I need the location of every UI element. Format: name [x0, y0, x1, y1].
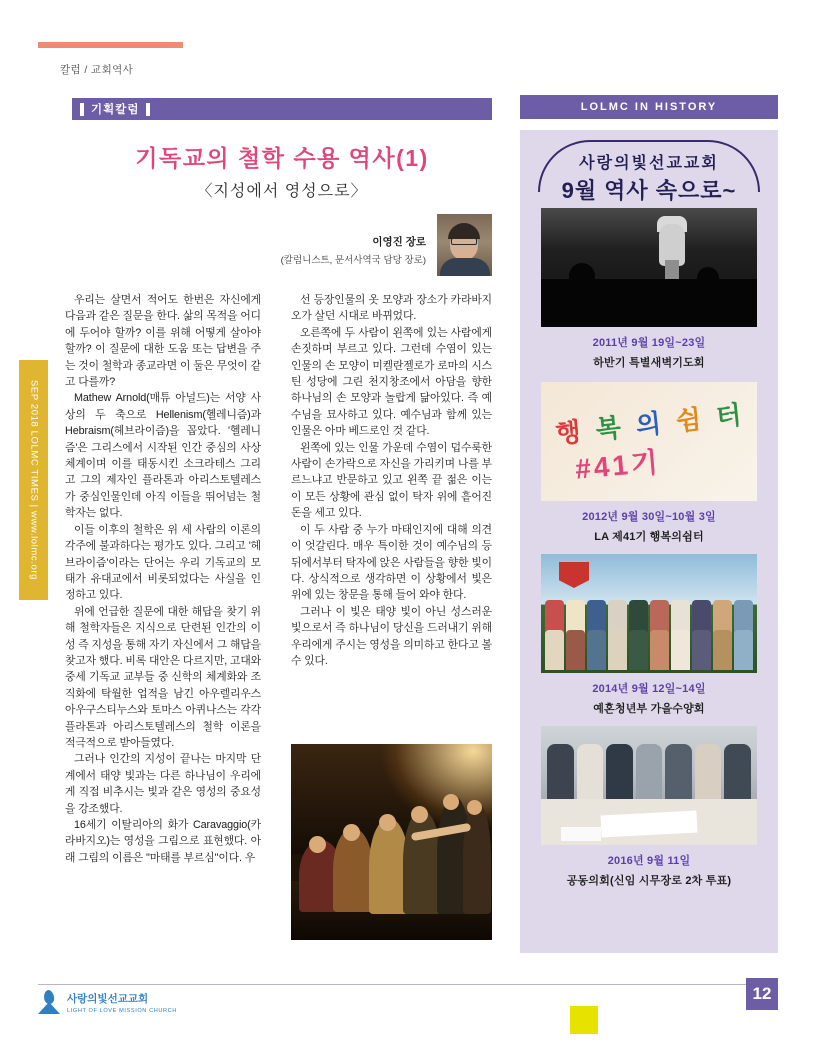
- person: [566, 630, 585, 670]
- portrait-glasses: [451, 238, 477, 245]
- group-photo-back-row: [541, 600, 757, 634]
- painting-head: [309, 836, 326, 853]
- spine-label: SEP 2018 LOLMC TIMES | www.lolmc.org: [28, 379, 39, 581]
- author-role: (칼럼니스트, 문서사역국 담당 장로): [280, 255, 426, 266]
- poster-char: 의: [634, 407, 667, 441]
- person: [577, 744, 604, 802]
- person: [671, 600, 690, 634]
- paragraph: 선 등장인물의 옷 모양과 장소가 카라바지오가 살던 시대로 바뀌었다.: [291, 294, 492, 323]
- paragraph: 그러나 인간의 지성이 끝나는 마지막 단계에서 태양 빛과는 다른 하나님이 우리에게 직접 비추시는 빛과 같은 영성의 중요성을 강조했다.: [65, 753, 261, 815]
- event-date: 2014년 9월 12일~14일: [592, 683, 706, 695]
- event-date: 2016년 9월 11일: [607, 855, 691, 867]
- congregation-silhouette: [541, 279, 757, 327]
- paragraph: 위에 언급한 질문에 대한 해답을 찾기 위해 철학자들은 지식으로 단련된 인간의 이성 즉 지성을 통해 자기 자신에서 그 해답을 찾고자 했다. 비록 대안은 다르지만, 고대와 중세 기독교 교부들 중 신학의 체계화와 조직화에 탁월한 업적을 남긴 아우렐리우스 아우구스티누스와 토마스 아퀴나스는 각각 플라톤과 아리스토텔레스의 철학 이론을 적극적으로 받아들였다.: [65, 605, 261, 749]
- article-title: 기독교의 철학 수용 역사(1): [135, 145, 429, 171]
- person: [650, 630, 669, 670]
- logo-base-shape: [38, 1002, 60, 1014]
- author-name: 이영진 장로: [372, 236, 426, 248]
- article-body-column-1: [65, 292, 261, 866]
- person: [587, 630, 606, 670]
- person: [545, 600, 564, 634]
- paragraph: 16세기 이탈리아의 화가 Caravaggio(카라바지오)는 영성을 그림으로 표현했다. 아래 그림의 이름은 "마태를 부르심"이다. 우: [65, 819, 261, 864]
- person: [629, 600, 648, 634]
- painting-head: [379, 814, 396, 831]
- person: [629, 630, 648, 670]
- person: [692, 600, 711, 634]
- poster-line-2: #41기: [573, 446, 663, 485]
- ballot-paper: [561, 827, 601, 841]
- person: [636, 744, 663, 802]
- flame-logo-icon: [38, 990, 60, 1014]
- retreat-banner-icon: [559, 562, 589, 588]
- painting-head: [467, 800, 482, 815]
- paragraph: 왼쪽에 있는 인물 가운데 수염이 덥수룩한 사람이 손가락으로 자신을 가리키며 나를 부르느냐고 반문하고 있고 왼쪽 끝 젊은 이는 이 모든 상황에 관심 없이 탁자 위에 흩어진 돈을 세고 있다.: [291, 441, 492, 520]
- church-logo: [38, 990, 177, 1014]
- top-accent-rule: [38, 42, 183, 48]
- poster-char: 복: [594, 411, 627, 445]
- person: [713, 630, 732, 670]
- history-panel-title-1: 사랑의빛선교교회: [579, 155, 719, 172]
- breadcrumb: 칼럼 / 교회역사: [60, 64, 134, 76]
- event-photo-happiness-retreat-poster: [541, 382, 757, 501]
- event-photo-youth-retreat-group: [541, 554, 757, 673]
- person: [587, 600, 606, 634]
- person: [692, 630, 711, 670]
- vertical-issue-spine: [19, 360, 48, 600]
- person: [734, 630, 753, 670]
- event-name: 하반기 특별새벽기도회: [593, 357, 705, 369]
- section-header-history: LOLMC IN HISTORY: [520, 95, 778, 119]
- painting-illustration: [291, 744, 492, 940]
- person: [608, 600, 627, 634]
- color-calibration-swatch: [570, 1006, 598, 1034]
- church-name-korean: 사랑의빛선교교회: [67, 992, 149, 1005]
- portrait-hair: [448, 223, 480, 239]
- paragraph: 우리는 살면서 적어도 한번은 자신에게 다음과 같은 질문을 한다. 삶의 목적을 어디에 두어야 할까? 이를 위해 어떻게 살아야 할까? 이 질문에 대한 도움 또는 답변을 주는 것이 철학과 종교라면 이 둘은 무엇이 같고 다를까?: [65, 294, 261, 389]
- person: [606, 744, 633, 802]
- paragraph: Mathew Arnold(매튜 아널드)는 서양 사상의 두 축으로 Hellenism(헬레니즘)과 Hebraism(헤브라이즘)을 꼽았다. '헬레니즘'은 그리스에서 시작된 인간 중심의 사상 체계이며 이를 태동시킨 소크라테스 그리고 그의 제자인 플라톤과 아리스토텔레스가 중심인물인데 아직 이들을 뛰어넘는 철학자는 없다.: [65, 392, 261, 520]
- church-name-english: LIGHT OF LOVE MISSION CHURCH: [67, 1007, 177, 1014]
- event-name: 공동의회(신임 시무장로 2차 투표): [566, 875, 732, 887]
- paragraph: 이 두 사람 중 누가 마태인지에 대해 의견이 엇갈린다. 매우 특이한 것이 예수님의 등 뒤에서부터 탁자에 앉은 사람들을 향한 빛이다. 상식적으로 생각하면 이 상황에서 빛은 위에 있는 창문을 통해 들어 와야 한다.: [291, 523, 492, 602]
- group-photo-front-row: [541, 630, 757, 670]
- event-name: 예혼청년부 가을수양회: [593, 703, 705, 715]
- page-number: 12: [746, 978, 778, 1010]
- paragraph: 이들 이후의 철학은 위 세 사람의 이론의 각주에 불과하다는 평가도 있다. 그리고 '헤브라이즘'이라는 단어는 우리 기독교의 모태가 유대교에서 비롯되었다는 사실을 인정하고 있다.: [65, 523, 261, 602]
- paragraph: 그러나 이 빛은 태양 빛이 아닌 성스러운 빛으로서 즉 하나님이 당신을 드러내기 위해 우리에게 주시는 영성을 의미하고 한다고 볼 수 있다.: [291, 605, 492, 667]
- person: [608, 630, 627, 670]
- poster-char: 터: [714, 399, 747, 432]
- history-panel-title-2: 9월 역사 속으로~: [561, 178, 737, 203]
- event-date: 2012년 9월 30일~10월 3일: [582, 511, 716, 523]
- history-event-item: [541, 208, 757, 370]
- history-event-item: [541, 726, 757, 888]
- portrait-torso: [440, 258, 490, 276]
- painting-figure: [463, 802, 491, 914]
- event-photo-prayer-meeting: [541, 208, 757, 327]
- footer-divider: [38, 984, 778, 985]
- person: [724, 744, 751, 802]
- person: [547, 744, 574, 802]
- painting-head: [443, 794, 459, 810]
- person: [671, 630, 690, 670]
- painting-figure: [403, 810, 441, 914]
- article-subtitle: 〈지성에서 영성으로〉: [196, 183, 368, 200]
- section-header-label: 기획칼럼: [91, 104, 140, 116]
- event-name: LA 제41기 행복의쉼터: [594, 531, 704, 543]
- section-header-column: [72, 98, 492, 120]
- person: [566, 600, 585, 634]
- painting-head: [343, 824, 360, 841]
- history-panel: [520, 130, 778, 953]
- header-bar-right-icon: [146, 103, 150, 116]
- person: [713, 600, 732, 634]
- event-date: 2011년 9월 19일~23일: [592, 337, 706, 349]
- history-event-item: [541, 382, 757, 544]
- event-photo-congregational-vote: [541, 726, 757, 845]
- person: [695, 744, 722, 802]
- history-event-item: [541, 554, 757, 716]
- person: [734, 600, 753, 634]
- poster-char: 행: [554, 415, 587, 449]
- poster-char: 쉼: [674, 403, 707, 437]
- article-body-column-2: [291, 292, 492, 669]
- photo-background: [541, 208, 757, 248]
- person: [650, 600, 669, 634]
- paragraph: 오른쪽에 두 사람이 왼쪽에 있는 사람에게 손짓하며 부르고 있다. 그런데 수염이 있는 인물의 손 모양이 미켈란젤로가 로마의 시스틴 성당에 그린 천지창조에서 아담을 향한 하나님의 손 모양과 놀랍게 닮아있다. 즉 예수님을 묘사하고 있다. 예수님과 함께 있는 인물은 아마 베드로인 것 같다.: [291, 326, 492, 438]
- author-portrait-photo: [437, 214, 492, 276]
- meeting-people-row: [541, 744, 757, 802]
- painting-head: [411, 806, 428, 823]
- header-bar-left-icon: [80, 103, 84, 116]
- person: [665, 744, 692, 802]
- author-block: [230, 234, 426, 266]
- person: [545, 630, 564, 670]
